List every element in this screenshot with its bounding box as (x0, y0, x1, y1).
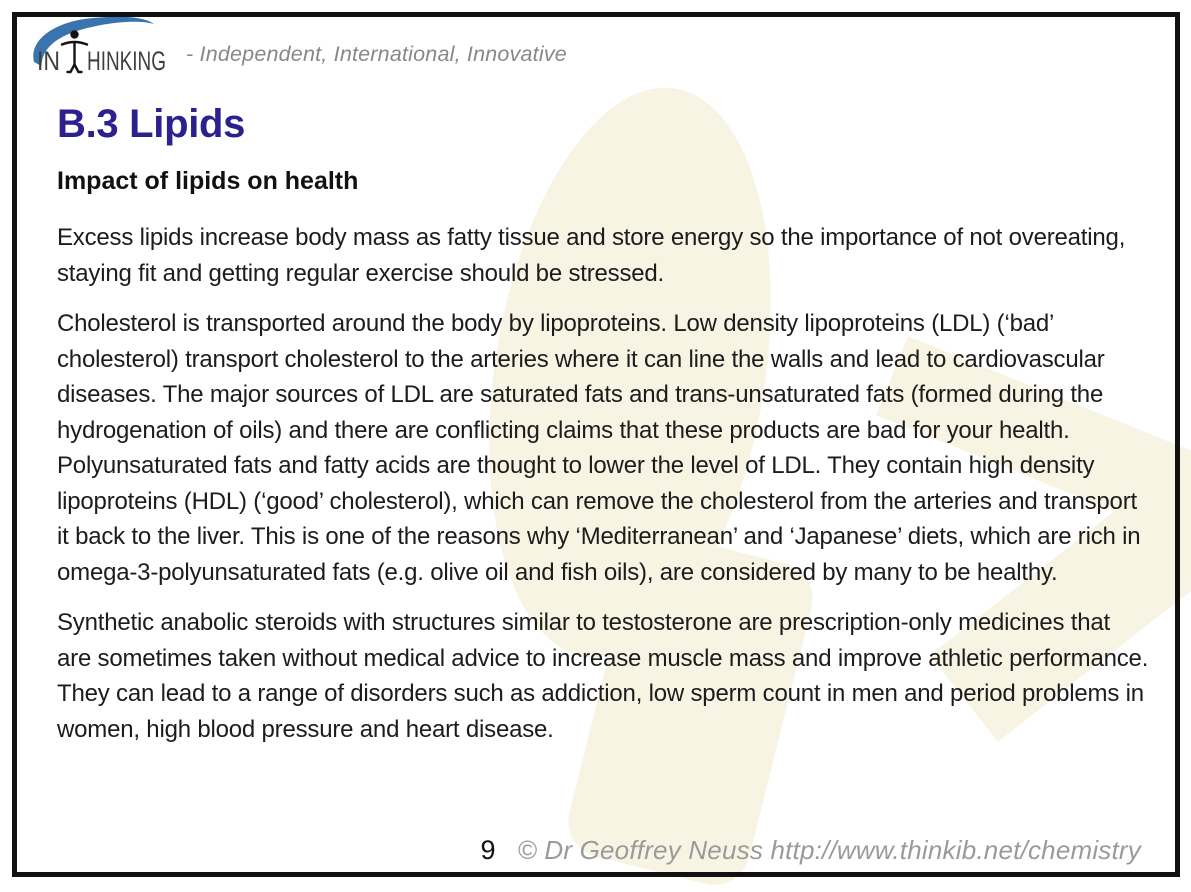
section-subtitle: Impact of lipids on health (57, 167, 359, 195)
paragraph-cholesterol: Cholesterol is transported around the body by lipoproteins. Low density lipoproteins (LDL) (‘bad’ cholesterol) transport cholesterol to the arteries where it can line the walls and lead to cardiovascular diseases. The major sources of LDL are saturated fats and trans-unsaturated fats (formed during the hydrogenation of oils) and there are conflicting claims that these products are bad for your health. Polyunsaturated fats and fatty acids are thought to lower the level of LDL. They contain high density lipoproteins (HDL) (‘good’ cholesterol), which can remove the cholesterol from the arteries and transport it back to the liver. This is one of the reasons why ‘Mediterranean’ and ‘Japanese’ diets, which are rich in omega-3-polyunsaturated fats (e.g. olive oil and fish oils), are considered by many to be healthy. (57, 310, 1141, 586)
inthinking-logo (28, 14, 198, 80)
logo-tagline: - Independent, International, Innovative (186, 42, 567, 66)
footer (481, 835, 1141, 866)
wordmark-hinking: HINKING (87, 46, 166, 76)
content-area (57, 102, 1150, 762)
page-number: 9 (480, 835, 496, 865)
page-title: B.3 Lipids (57, 102, 246, 146)
wordmark-in: IN (37, 46, 60, 76)
wordmark (37, 46, 166, 76)
copyright-text: © Dr Geoffrey Neuss http://www.thinkib.net/chemistry (517, 835, 1141, 865)
person-icon (62, 30, 87, 72)
paragraph-excess-lipids: Excess lipids increase body mass as fatty tissue and store energy so the importance of not overeating, staying fit and getting regular exercise should be stressed. (57, 224, 1126, 287)
paragraph-steroids: Synthetic anabolic steroids with structures similar to testosterone are prescription-only medicines that are sometimes taken without medical advice to increase muscle mass and improve athletic performance. They can lead to a range of disorders such as addiction, low sperm count in men and period problems in women, high blood pressure and heart disease. (57, 609, 1149, 743)
